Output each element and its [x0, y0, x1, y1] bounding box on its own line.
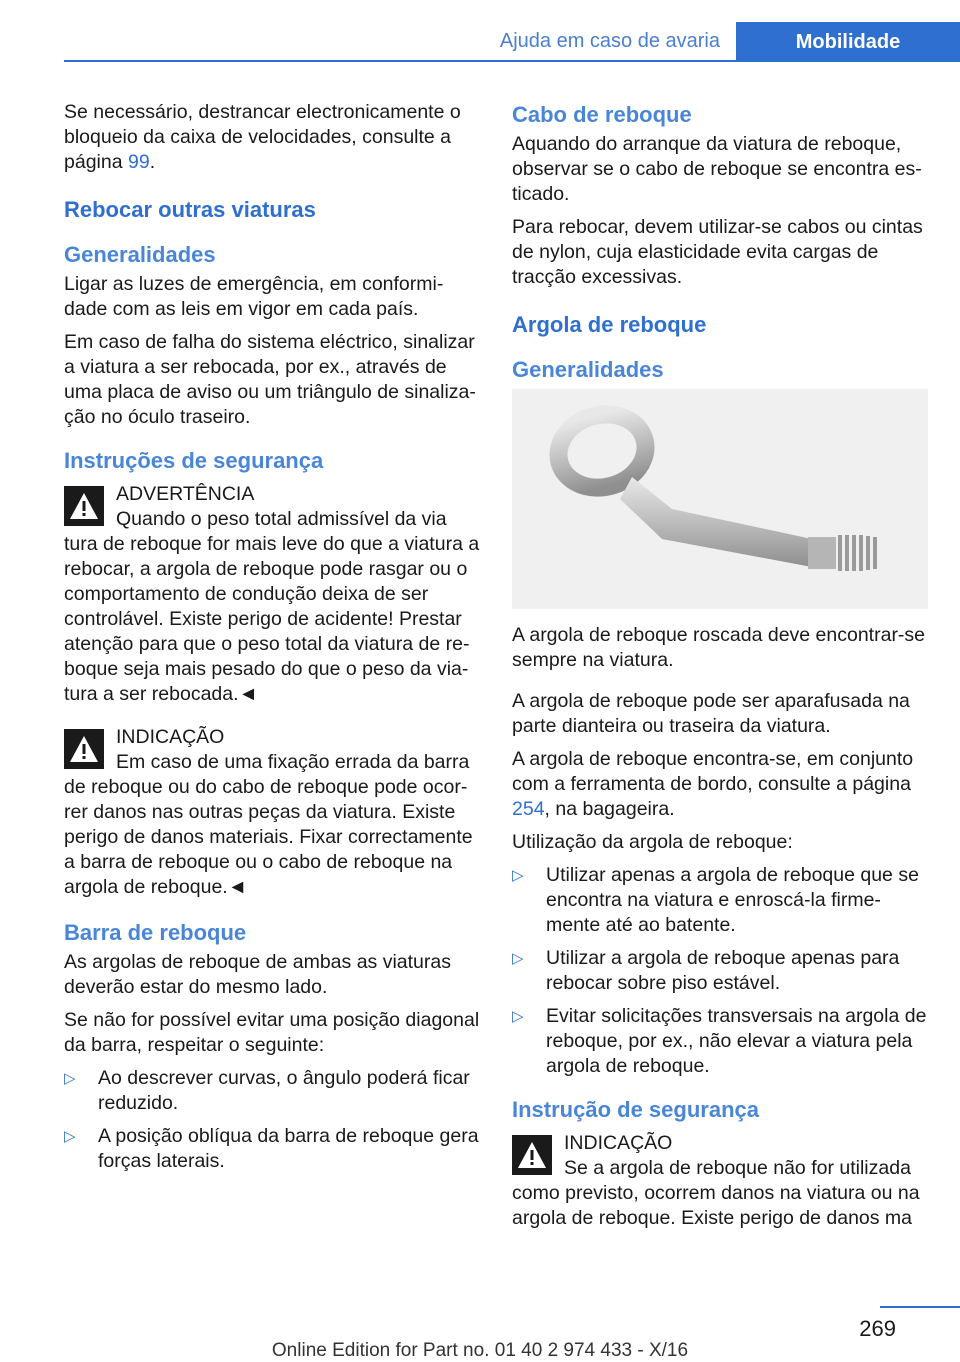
warning-icon — [64, 486, 104, 526]
warning-icon — [64, 729, 104, 769]
heading-safety: Instruções de segurança — [64, 448, 324, 473]
bullet-triangle-icon: ▷ — [512, 867, 524, 884]
note-text: de reboque ou do cabo de reboque pode ocorrer danos nas outras peças da viatura. Existe perigo de danos materiais. Fixar correctamente a barra de reboque ou o cabo de reboque na argola de reboque.◄ — [64, 776, 473, 898]
header-rule — [64, 60, 960, 62]
right-column — [512, 100, 928, 1241]
left-column — [64, 100, 480, 1182]
list-item: ▷ Evitar solicitações transversais na argola de reboque, por ex., não elevar a viatura pela argola de reboque. — [512, 1005, 927, 1077]
page-link-254[interactable]: 254 — [512, 798, 545, 820]
heading-tow-rope: Cabo de reboque — [512, 102, 692, 127]
header-tab: Mobilidade — [736, 22, 960, 62]
bullet-triangle-icon: ▷ — [64, 1070, 76, 1087]
tow-bar-list — [64, 1066, 480, 1174]
note-label: INDICAÇÃO — [116, 726, 225, 748]
tow-eye-list — [512, 863, 928, 1079]
heading-tow-eye: Argola de reboque — [512, 312, 707, 337]
list-item: ▷ Ao descrever curvas, o ângulo poderá ficar reduzido. — [64, 1067, 470, 1114]
paragraph: Utilização da argola de reboque: — [512, 831, 793, 853]
page-number: 269 — [859, 1316, 896, 1341]
note-first-line: Se a argola de reboque não for utilizada — [564, 1157, 911, 1179]
paragraph: As argolas de reboque de ambas as viaturas deverão estar do mesmo lado. — [64, 951, 451, 998]
header-section: Ajuda em caso de avaria — [499, 30, 720, 52]
note-text: como previsto, ocorrem danos na viatura ou na argola de reboque. Existe perigo de danos ma — [512, 1182, 920, 1229]
bullet-triangle-icon: ▷ — [64, 1128, 76, 1145]
page-header — [64, 22, 960, 62]
list-item: ▷ A posição oblíqua da barra de reboque gera forças laterais. — [64, 1125, 479, 1172]
heading-general: Generalidades — [512, 357, 664, 382]
paragraph: A argola de reboque roscada deve encontrar-se sempre na viatura. — [512, 624, 926, 671]
heading-towing-others: Rebocar outras viaturas — [64, 197, 316, 222]
paragraph: A argola de reboque pode ser aparafusada na parte dianteira ou traseira da viatura. — [512, 690, 910, 737]
paragraph: A argola de reboque encontra-se, em conjunto com a ferramenta de bordo, consulte a página 254, na bagageira. — [512, 748, 914, 820]
footer-rule — [880, 1306, 960, 1308]
tow-eye-illustration — [512, 389, 928, 609]
edition-line: Online Edition for Part no. 01 40 2 974 433 - X/16 — [271, 1340, 689, 1361]
list-item: ▷ Utilizar apenas a argola de reboque que se encontra na viatura e enroscá-la firmemente até ao batente. — [512, 864, 919, 936]
heading-general: Generalidades — [64, 242, 216, 267]
paragraph: Se não for possível evitar uma posição diagonal da barra, respeitar o seguinte: — [64, 1009, 480, 1056]
warning-first-line: Quando o peso total admissível da via — [116, 508, 447, 530]
note-block — [512, 1131, 928, 1231]
warning-block — [64, 482, 480, 707]
bullet-triangle-icon: ▷ — [512, 950, 524, 967]
warning-icon — [512, 1135, 552, 1175]
heading-tow-bar: Barra de reboque — [64, 920, 247, 945]
note-label: INDICAÇÃO — [564, 1132, 673, 1154]
heading-safety-instruction: Instrução de segurança — [512, 1097, 759, 1122]
paragraph: Aquando do arranque da viatura de reboque, observar se o cabo de reboque se encontra esticado. — [512, 133, 922, 205]
note-first-line: Em caso de uma fixação errada da barra — [116, 751, 470, 773]
list-item: ▷ Utilizar a argola de reboque apenas para rebocar sobre piso estável. — [512, 947, 900, 994]
note-block — [64, 725, 480, 900]
warning-text: tura de reboque for mais leve do que a viatura a rebocar, a argola de reboque pode rasgar ou o comportamento de condução deixa de ser controlável. Existe perigo de acidente! Prestar atenção para que o peso total da viatura de reboque seja mais pesado do que o peso da viatura a ser rebocada.◄ — [64, 533, 480, 705]
warning-label: ADVERTÊNCIA — [116, 483, 255, 505]
page-link-99[interactable]: 99 — [127, 151, 150, 173]
paragraph: Para rebocar, devem utilizar-se cabos ou cintas de nylon, cuja elasticidade evita cargas de tracção excessivas. — [512, 216, 923, 288]
intro-paragraph: Se necessário, destrancar electronicamente o bloqueio da caixa de velocidades, consulte a página 99. — [64, 101, 461, 173]
paragraph: Em caso de falha do sistema eléctrico, sinalizar a viatura a ser rebocada, por ex., através de uma placa de aviso ou um triângulo de sinalização no óculo traseiro. — [64, 331, 476, 428]
paragraph: Ligar as luzes de emergência, em conformidade com as leis em vigor em cada país. — [64, 273, 444, 320]
bullet-triangle-icon: ▷ — [512, 1008, 524, 1025]
